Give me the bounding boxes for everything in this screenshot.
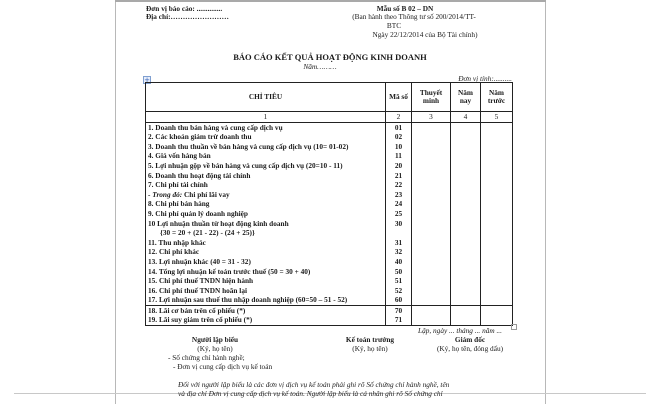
table-row [146, 267, 513, 277]
issued-by-line-3: Ngày 22/12/2014 của Bộ Tài chính) [372, 30, 478, 39]
row-last-year-cell[interactable] [481, 276, 513, 286]
reporting-unit-label: Đơn vị báo cáo: .............. [146, 4, 223, 13]
col-header-this-year: Năm nay [451, 83, 481, 112]
row-last-year-cell[interactable] [481, 161, 513, 171]
report-year: Năm……… [303, 62, 337, 71]
row-note-cell[interactable] [412, 219, 451, 229]
row-indicator: 14. Tổng lợi nhuận kế toán trước thuế (50 = 30 + 40) [146, 267, 386, 277]
col-number: 2 [386, 112, 412, 123]
row-note-cell[interactable] [412, 228, 451, 238]
row-last-year-cell[interactable] [481, 180, 513, 190]
table-row [146, 315, 513, 325]
col-header-last-year: Năm trước [481, 83, 513, 112]
table-row [146, 132, 513, 142]
row-code: 11 [386, 151, 412, 161]
issued-by-line-1: (Ban hành theo Thông tư số 200/2014/TT- [352, 12, 476, 21]
row-this-year-cell[interactable] [451, 257, 481, 267]
income-statement-table [145, 82, 513, 326]
row-last-year-cell[interactable] [481, 209, 513, 219]
table-row [146, 142, 513, 152]
row-code: 60 [386, 295, 412, 305]
row-this-year-cell[interactable] [451, 295, 481, 305]
row-this-year-cell[interactable] [451, 276, 481, 286]
row-code [386, 228, 412, 238]
row-indicator-prefix: - Trong đó: [148, 189, 183, 199]
row-this-year-cell[interactable] [451, 132, 481, 142]
col-number: 5 [481, 112, 513, 123]
footnote-line-1: Đối với người lập biểu là các đơn vị dịch vụ kế toán phải ghi rõ Số chứng chỉ hành nghề, tên [178, 380, 450, 389]
director-title: Giám đốc [454, 335, 486, 344]
footnote-line-2: và địa chỉ Đơn vị cung cấp dịch vụ kế toán. Người lập biểu là cá nhân ghi rõ Số chứng chỉ [178, 389, 443, 398]
row-last-year-cell[interactable] [481, 247, 513, 257]
table-row [146, 295, 513, 305]
row-code: 51 [386, 276, 412, 286]
table-row [146, 151, 513, 161]
row-note-cell[interactable] [412, 171, 451, 181]
table-row [146, 199, 513, 209]
form-number: Mẫu số B 02 – DN [376, 4, 434, 13]
table-row [146, 238, 513, 248]
row-note-cell[interactable] [412, 142, 451, 152]
row-last-year-cell[interactable] [481, 171, 513, 181]
table-row [146, 257, 513, 267]
row-note-cell[interactable] [412, 151, 451, 161]
row-code: 02 [386, 132, 412, 142]
col-number: 1 [146, 112, 386, 123]
chief-accountant-note: (Ký, họ tên) [352, 344, 388, 353]
col-header-note: Thuyết minh [412, 83, 451, 112]
row-code: 30 [386, 219, 412, 229]
table-row [146, 161, 513, 171]
row-last-year-cell[interactable] [481, 122, 513, 132]
row-this-year-cell[interactable] [451, 286, 481, 296]
row-indicator: 11. Thu nhập khác [146, 238, 386, 248]
unit-of-measure: Đơn vị tính:.......... [458, 74, 512, 83]
row-code: 24 [386, 199, 412, 209]
row-code: 21 [386, 171, 412, 181]
row-indicator-text: Chi phí lãi vay [182, 189, 230, 199]
row-this-year-cell[interactable] [451, 161, 481, 171]
row-this-year-cell[interactable] [451, 305, 481, 315]
row-note-cell[interactable] [412, 286, 451, 296]
row-note-cell[interactable] [412, 247, 451, 257]
row-this-year-cell[interactable] [451, 228, 481, 238]
row-note-cell[interactable] [412, 132, 451, 142]
row-this-year-cell[interactable] [451, 199, 481, 209]
row-note-cell[interactable] [412, 238, 451, 248]
preparer-note: (Ký, họ tên) [197, 344, 233, 353]
table-row [146, 219, 513, 229]
col-header-code: Mã số [386, 83, 412, 112]
row-last-year-cell[interactable] [481, 142, 513, 152]
table-header-row [146, 83, 513, 112]
service-provider-note: - Đơn vị cung cấp dịch vụ kế toán [173, 362, 273, 371]
row-note-cell[interactable] [412, 267, 451, 277]
row-indicator: 19. Lãi suy giảm trên cổ phiếu (*) [146, 315, 386, 325]
row-this-year-cell[interactable] [451, 219, 481, 229]
table-row [146, 122, 513, 132]
row-indicator: 2. Các khoản giảm trừ doanh thu [146, 132, 386, 142]
row-last-year-cell[interactable] [481, 151, 513, 161]
issued-by-line-2: BTC [386, 21, 402, 30]
row-note-cell[interactable] [412, 199, 451, 209]
row-note-cell[interactable] [412, 161, 451, 171]
col-number: 4 [451, 112, 481, 123]
col-header-indicator: CHỈ TIÊU [146, 83, 386, 112]
row-indicator: 17. Lợi nhuận sau thuế thu nhập doanh nghiệp (60=50 – 51 - 52) [146, 295, 386, 305]
row-indicator: 18. Lãi cơ bản trên cổ phiếu (*) [146, 305, 386, 315]
row-indicator: 13. Lợi nhuận khác (40 = 31 - 32) [146, 257, 386, 267]
row-code: 23 [386, 190, 412, 200]
row-last-year-cell[interactable] [481, 257, 513, 267]
row-code: 20 [386, 161, 412, 171]
row-last-year-cell[interactable] [481, 295, 513, 305]
row-this-year-cell[interactable] [451, 151, 481, 161]
row-note-cell[interactable] [412, 122, 451, 132]
table-row [146, 228, 513, 238]
row-indicator: 8. Chi phí bán hàng [146, 199, 386, 209]
row-indicator: 15. Chi phí thuế TNDN hiện hành [146, 276, 386, 286]
row-code: 22 [386, 180, 412, 190]
row-note-cell[interactable] [412, 209, 451, 219]
row-note-cell[interactable] [412, 315, 451, 325]
director-note: (Ký, họ tên, đóng dấu) [436, 344, 504, 353]
row-code: 70 [386, 305, 412, 315]
table-row [146, 180, 513, 190]
table-row [146, 171, 513, 181]
col-number: 3 [412, 112, 451, 123]
row-indicator: 12. Chi phí khác [146, 247, 386, 257]
row-note-cell[interactable] [412, 295, 451, 305]
row-this-year-cell[interactable] [451, 247, 481, 257]
page-top-edge [115, 0, 546, 2]
row-last-year-cell[interactable] [481, 190, 513, 200]
date-line: Lập, ngày ... tháng ... năm ... [418, 326, 502, 335]
row-code: 01 [386, 122, 412, 132]
row-indicator: 1. Doanh thu bán hàng và cung cấp dịch vụ [146, 122, 386, 132]
row-code: 52 [386, 286, 412, 296]
table-row [146, 247, 513, 257]
table-move-handle-icon[interactable]: + [144, 76, 150, 84]
row-note-cell[interactable] [412, 180, 451, 190]
table-row [146, 286, 513, 296]
row-this-year-cell[interactable] [451, 190, 481, 200]
row-this-year-cell[interactable] [451, 315, 481, 325]
row-last-year-cell[interactable] [481, 238, 513, 248]
row-last-year-cell[interactable] [481, 228, 513, 238]
row-this-year-cell[interactable] [451, 122, 481, 132]
row-last-year-cell[interactable] [481, 305, 513, 315]
table-row [146, 209, 513, 219]
row-indicator: 9. Chi phí quản lý doanh nghiệp [146, 209, 386, 219]
column-number-row [146, 112, 513, 123]
row-last-year-cell[interactable] [481, 132, 513, 142]
row-indicator: {30 = 20 + (21 - 22) - (24 + 25)} [146, 228, 386, 238]
row-indicator: 5. Lợi nhuận gộp về bán hàng và cung cấp dịch vụ (20=10 - 11) [146, 161, 386, 171]
row-indicator: 16. Chi phí thuế TNDN hoãn lại [146, 286, 386, 296]
certificate-note: - Số chứng chỉ hành nghề; [168, 353, 245, 362]
row-indicator: 3. Doanh thu thuần về bán hàng và cung cấp dịch vụ (10= 01-02) [146, 142, 386, 152]
row-this-year-cell[interactable] [451, 267, 481, 277]
row-this-year-cell[interactable] [451, 209, 481, 219]
row-this-year-cell[interactable] [451, 142, 481, 152]
row-code: 32 [386, 247, 412, 257]
row-indicator: 4. Giá vốn hàng bán [146, 151, 386, 161]
row-indicator: 6. Doanh thu hoạt động tài chính [146, 171, 386, 181]
row-last-year-cell[interactable] [481, 315, 513, 325]
table-row [146, 276, 513, 286]
row-last-year-cell[interactable] [481, 286, 513, 296]
row-this-year-cell[interactable] [451, 171, 481, 181]
row-code: 10 [386, 142, 412, 152]
address-label: Địa chỉ:…………………… [146, 12, 229, 21]
row-last-year-cell[interactable] [481, 267, 513, 277]
row-this-year-cell[interactable] [451, 180, 481, 190]
row-indicator: 7. Chi phí tài chính [146, 180, 386, 190]
table-row [146, 305, 513, 315]
row-note-cell[interactable] [412, 305, 451, 315]
row-note-cell[interactable] [412, 257, 451, 267]
row-note-cell[interactable] [412, 190, 451, 200]
row-last-year-cell[interactable] [481, 219, 513, 229]
table-row [146, 190, 513, 200]
chief-accountant-title: Kế toán trưởng [345, 335, 395, 344]
row-code: 71 [386, 315, 412, 325]
row-code: 50 [386, 267, 412, 277]
preparer-title: Người lập biểu [191, 335, 239, 344]
row-indicator [146, 190, 386, 200]
row-code: 31 [386, 238, 412, 248]
row-note-cell[interactable] [412, 276, 451, 286]
row-code: 25 [386, 209, 412, 219]
row-last-year-cell[interactable] [481, 199, 513, 209]
row-this-year-cell[interactable] [451, 238, 481, 248]
row-code: 40 [386, 257, 412, 267]
report-title: BÁO CÁO KẾT QUẢ HOẠT ĐỘNG KINH DOANH [233, 52, 427, 62]
row-indicator: 10 Lợi nhuận thuần từ hoạt động kinh doanh [146, 219, 386, 229]
